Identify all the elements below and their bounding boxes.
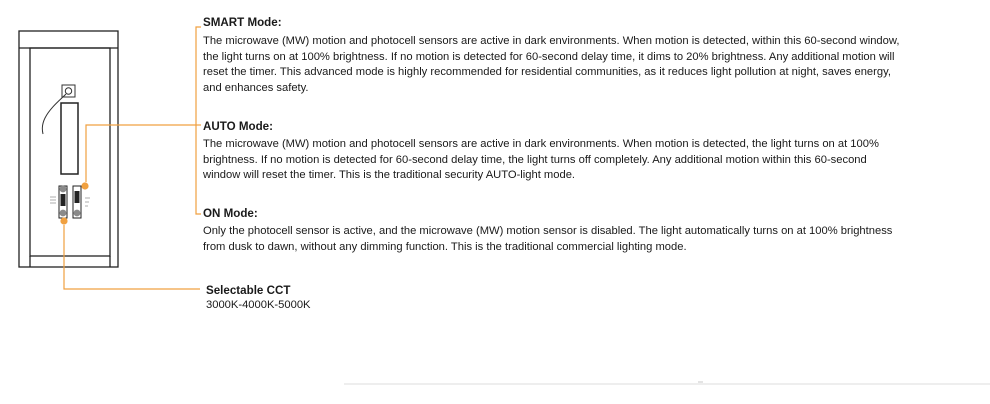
cct-switch[interactable] — [50, 186, 68, 225]
smart-mode-line-3: reset the timer. This advanced mode is highly recommended for residential communities, as it reduces light pollution at night, saves energy, — [203, 66, 891, 78]
on-mode-title: ON Mode: — [203, 207, 258, 220]
fixture-housing — [19, 31, 118, 267]
mode-switch[interactable] — [73, 182, 90, 218]
sensor-window — [61, 103, 78, 174]
auto-mode-line-2: brightness. If no motion is detected for 60-second delay time, the light turns off completely. Any additional motion within this 60-second — [203, 153, 867, 166]
callout-smart — [86, 27, 201, 182]
cct-knob-top-icon — [60, 186, 67, 193]
auto-mode-line-3: window will reset the timer. This is the traditional security AUTO-light mode. — [203, 169, 576, 181]
smart-mode-title: SMART Mode: — [203, 16, 282, 29]
cct-knob-icon — [60, 210, 67, 217]
auto-mode-title: AUTO Mode: — [203, 120, 273, 133]
smart-mode-line-1: The microwave (MW) motion and photocell sensors are active in dark environments. When motion is detected, within this 60-second window, — [203, 35, 900, 47]
cable-entry — [42, 85, 75, 134]
callout-lines — [64, 27, 201, 289]
on-mode-line-2: from dusk to dawn, without any dimming function. This is the traditional commercial lighting mode. — [203, 240, 687, 253]
auto-mode-line-1: The microwave (MW) motion and photocell sensors are active in dark environments. When motion is detected, the light turns on at 100% — [203, 138, 879, 150]
smart-mode-line-2: the light turns on at 100% brightness. If no motion is detected for 60-second delay time, it dims to 20% brightness. Any additional motion will — [203, 50, 895, 63]
callout-cct — [64, 225, 200, 289]
cct-indicator-icon — [60, 217, 67, 224]
cct-title: Selectable CCT — [206, 284, 291, 297]
callout-on — [196, 125, 201, 214]
mode-indicator-icon — [81, 182, 88, 189]
on-mode-line-1: Only the photocell sensor is active, and the microwave (MW) motion sensor is disabled. The light automatically turns on at 100% brightness — [203, 225, 893, 237]
smart-mode-line-4: and enhances safety. — [203, 81, 309, 94]
mode-knob-icon — [74, 210, 81, 217]
cct-value: 3000K-4000K-5000K — [206, 299, 311, 311]
